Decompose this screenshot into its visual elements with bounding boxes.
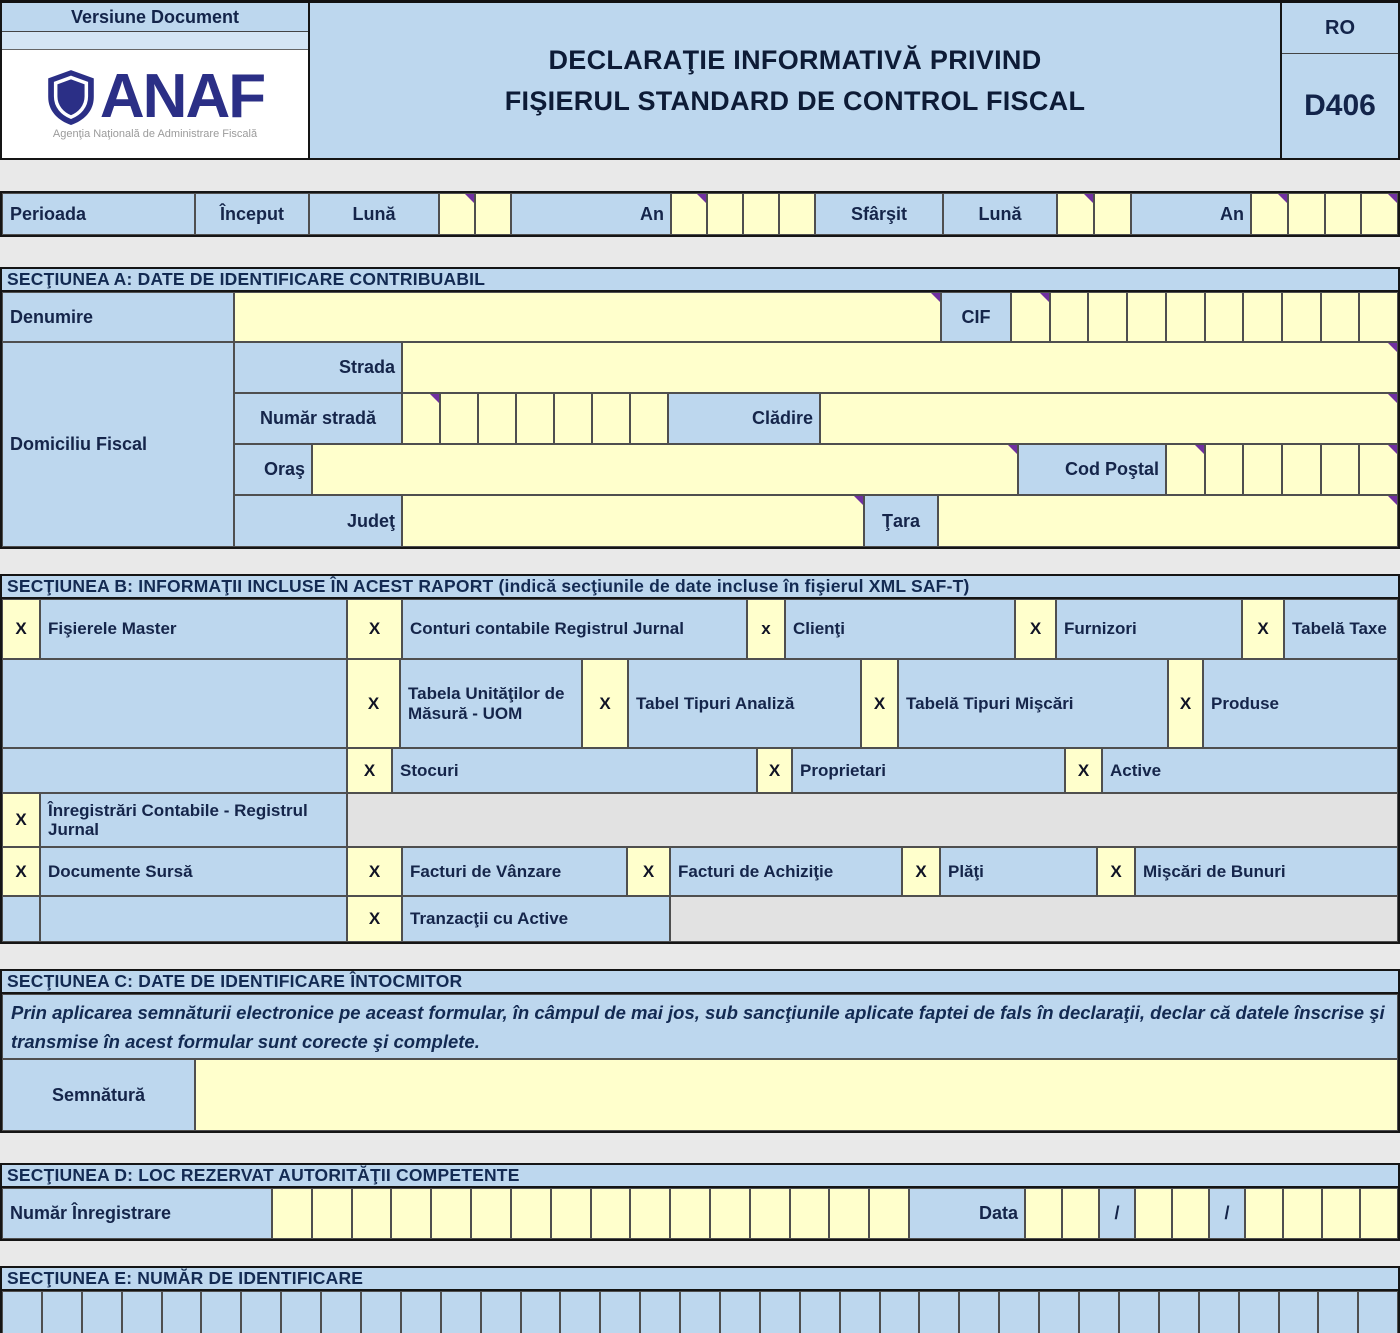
start-year-cells (671, 193, 815, 235)
declaration-text: Prin aplicarea semnăturii electronice pe aceast formular, în câmpul de mai jos, sub sancţiunile aplicate faptei de fals în declaraţii, declar că datele înscrise şi transmise în acest formular sunt corecte şi complete. (11, 1002, 1385, 1052)
checkbox-conturi-contabile[interactable]: X (347, 599, 402, 659)
domiciliu-fiscal-label: Domiciliu Fiscal (2, 342, 234, 547)
denumire-label: Denumire (2, 292, 234, 342)
checkbox-miscari-bunuri[interactable]: X (1097, 847, 1135, 896)
label-active: Active (1102, 748, 1398, 793)
identification-digit-cell[interactable] (1279, 1291, 1319, 1333)
checkbox-tipuri-miscari[interactable]: X (861, 659, 898, 748)
identification-digit-cell[interactable] (2, 1291, 42, 1333)
reg-number-digit-cell[interactable] (750, 1188, 790, 1239)
section-b-block (0, 599, 1400, 944)
end-month-digit-cell[interactable] (1057, 193, 1094, 235)
reg-number-digit-cell[interactable] (431, 1188, 471, 1239)
cif-digit-cell[interactable] (1205, 292, 1244, 342)
label-tipuri-analiza: Tabel Tipuri Analiză (628, 659, 861, 748)
start-month-digit-cell[interactable] (439, 193, 475, 235)
tara-input[interactable] (938, 495, 1398, 547)
numar-strada-label: Număr stradă (234, 393, 402, 444)
anaf-logo (2, 50, 308, 158)
numar-inregistrare-row (2, 1188, 1398, 1239)
master-files-spacer (2, 748, 347, 793)
documente-sursa-spacer (2, 896, 40, 942)
reg-number-digit-cell[interactable] (790, 1188, 830, 1239)
anaf-shield-icon (46, 68, 96, 126)
cif-digit-cell[interactable] (1127, 292, 1166, 342)
anaf-logo-subtitle: Agenţia Naţională de Administrare Fiscală (52, 128, 258, 140)
end-month-label: Lună (943, 193, 1057, 235)
empty-area (347, 793, 1398, 847)
cod-postal-digit-cell[interactable] (1321, 444, 1360, 495)
label-documente-sursa: Documente Sursă (40, 847, 347, 896)
date-year-digit-cell[interactable] (1283, 1188, 1321, 1239)
cif-digit-cell[interactable] (1011, 292, 1050, 342)
judet-input[interactable] (402, 495, 864, 547)
cladire-label: Clădire (668, 393, 820, 444)
label-produse: Produse (1203, 659, 1398, 748)
date-separator: / (1209, 1188, 1245, 1239)
identification-digit-cell[interactable] (281, 1291, 321, 1333)
cod-postal-digit-cell[interactable] (1205, 444, 1244, 495)
judet-label: Judeţ (234, 495, 402, 547)
section-d-header: SECŢIUNEA D: LOC REZERVAT AUTORITĂŢII COMPETENTE (0, 1163, 1400, 1188)
cod-postal-digit-cell[interactable] (1359, 444, 1398, 495)
checkbox-fisierele-master[interactable]: X (2, 599, 40, 659)
identification-digit-cell[interactable] (919, 1291, 959, 1333)
cod-postal-digit-cell[interactable] (1282, 444, 1321, 495)
numar-strada-digit-cell[interactable] (630, 393, 668, 444)
section-a-header: SECŢIUNEA A: DATE DE IDENTIFICARE CONTRIBUABIL (0, 267, 1400, 292)
identification-digit-cell[interactable] (201, 1291, 241, 1333)
end-year-digit-cell[interactable] (1325, 193, 1362, 235)
tara-label: Ţara (864, 495, 938, 547)
end-year-digit-cell[interactable] (1251, 193, 1288, 235)
strada-input[interactable] (402, 342, 1398, 393)
identification-digit-cell[interactable] (441, 1291, 481, 1333)
date-day-digit-cell[interactable] (1062, 1188, 1099, 1239)
identification-digit-cell[interactable] (800, 1291, 840, 1333)
end-year-label: An (1131, 193, 1251, 235)
identification-digit-cell[interactable] (82, 1291, 122, 1333)
cif-digit-cell[interactable] (1282, 292, 1321, 342)
end-year-cells (1251, 193, 1398, 235)
identification-digit-cell[interactable] (1199, 1291, 1239, 1333)
label-conturi-contabile: Conturi contabile Registrul Jurnal (402, 599, 747, 659)
oras-label: Oraş (234, 444, 312, 495)
section-b-header: SECŢIUNEA B: INFORMAŢII INCLUSE ÎN ACEST RAPORT (indică secţiunile de date incluse în fişierul XML SAF-T) (0, 574, 1400, 599)
identification-digit-cell[interactable] (1119, 1291, 1159, 1333)
checkbox-active[interactable]: X (1065, 748, 1102, 793)
identification-digit-cell[interactable] (959, 1291, 999, 1333)
declaration-row (2, 994, 1398, 1059)
checkbox-documente-sursa[interactable]: X (2, 847, 40, 896)
label-tabela-uom: Tabela Unităţilor de Măsură - UOM (400, 659, 582, 748)
identification-cells (2, 1291, 1398, 1333)
cif-digit-cell[interactable] (1359, 292, 1398, 342)
reg-number-digit-cell[interactable] (352, 1188, 392, 1239)
label-clienti: Clienţi (785, 599, 1015, 659)
identification-digit-cell[interactable] (1358, 1291, 1398, 1333)
domiciliu-fiscal-rows (2, 342, 1398, 547)
reg-number-digit-cell[interactable] (630, 1188, 670, 1239)
version-value-cell[interactable] (2, 32, 308, 50)
judet-row (234, 495, 1398, 547)
section-b-row1 (2, 599, 1398, 659)
checkbox-stocuri[interactable]: X (347, 748, 392, 793)
semnatura-input[interactable] (195, 1059, 1398, 1131)
date-month-cells (1135, 1188, 1209, 1239)
cod-postal-digit-cell[interactable] (1166, 444, 1205, 495)
identification-digit-cell[interactable] (321, 1291, 361, 1333)
numar-strada-digit-cell[interactable] (516, 393, 554, 444)
identification-digit-cell[interactable] (122, 1291, 162, 1333)
section-e-block (0, 1291, 1400, 1333)
form-code-label: D406 (1304, 89, 1376, 122)
checkbox-plati[interactable]: X (902, 847, 940, 896)
numar-strada-digit-cell[interactable] (592, 393, 630, 444)
date-year-digit-cell[interactable] (1322, 1188, 1360, 1239)
oras-row (234, 444, 1398, 495)
section-a-block (0, 292, 1400, 549)
label-tabela-taxe: Tabelă Taxe (1284, 599, 1398, 659)
perioada-label: Perioada (2, 193, 195, 235)
checkbox-inregistrari-contabile[interactable]: X (2, 793, 40, 847)
label-inregistrari-contabile: Înregistrări Contabile - Registrul Jurnal (40, 793, 347, 847)
label-miscari-bunuri: Mişcări de Bunuri (1135, 847, 1398, 896)
cif-label: CIF (941, 292, 1011, 342)
date-day-digit-cell[interactable] (1025, 1188, 1062, 1239)
identification-digit-cell[interactable] (640, 1291, 680, 1333)
section-e-header: SECŢIUNEA E: NUMĂR DE IDENTIFICARE (0, 1266, 1400, 1291)
identification-digit-cell[interactable] (241, 1291, 281, 1333)
reg-number-digit-cell[interactable] (511, 1188, 551, 1239)
checkbox-tipuri-analiza[interactable]: X (582, 659, 628, 748)
form-title (310, 3, 1280, 158)
identification-digit-cell[interactable] (840, 1291, 880, 1333)
identification-digit-cell[interactable] (361, 1291, 401, 1333)
date-month-digit-cell[interactable] (1172, 1188, 1209, 1239)
master-files-spacer (2, 659, 347, 748)
reg-number-digit-cell[interactable] (312, 1188, 352, 1239)
identification-digit-cell[interactable] (1318, 1291, 1358, 1333)
reg-number-digit-cell[interactable] (391, 1188, 431, 1239)
cod-postal-digit-cell[interactable] (1243, 444, 1282, 495)
section-c-header: SECŢIUNEA C: DATE DE IDENTIFICARE ÎNTOCMITOR (0, 969, 1400, 994)
spacer (0, 160, 1400, 191)
section-b-row4 (2, 793, 1398, 847)
identification-digit-cell[interactable] (521, 1291, 561, 1333)
form-title-line1: DECLARAŢIE INFORMATIVĂ PRIVIND (548, 44, 1042, 75)
label-fisierele-master: Fişierele Master (40, 599, 347, 659)
identification-digit-cell[interactable] (999, 1291, 1039, 1333)
date-year-cells (1245, 1188, 1398, 1239)
form-title-line2: FIŞIERUL STANDARD DE CONTROL FISCAL (504, 85, 1086, 116)
end-label: Sfârşit (815, 193, 943, 235)
label-stocuri: Stocuri (392, 748, 757, 793)
data-label: Data (909, 1188, 1025, 1239)
end-year-digit-cell[interactable] (1288, 193, 1325, 235)
strada-row (234, 342, 1398, 393)
checkbox-tabela-uom[interactable]: X (347, 659, 400, 748)
start-year-digit-cell[interactable] (779, 193, 815, 235)
denumire-input[interactable] (234, 292, 941, 342)
numar-strada-digit-cell[interactable] (402, 393, 440, 444)
date-year-digit-cell[interactable] (1360, 1188, 1398, 1239)
cod-postal-cells (1166, 444, 1398, 495)
label-plati: Plăţi (940, 847, 1097, 896)
reg-number-digit-cell[interactable] (670, 1188, 710, 1239)
date-day-cells (1025, 1188, 1099, 1239)
identification-digit-cell[interactable] (880, 1291, 920, 1333)
start-month-cells (439, 193, 511, 235)
section-b-row6 (2, 896, 1398, 942)
numar-strada-digit-cell[interactable] (478, 393, 516, 444)
spacer (0, 1241, 1400, 1266)
start-year-label: An (511, 193, 671, 235)
numar-strada-row (234, 393, 1398, 444)
header-left-column (2, 3, 310, 158)
reg-number-digit-cell[interactable] (869, 1188, 909, 1239)
checkbox-proprietari[interactable]: X (757, 748, 792, 793)
label-tipuri-miscari: Tabelă Tipuri Mişcări (898, 659, 1168, 748)
identification-digit-cell[interactable] (680, 1291, 720, 1333)
cif-digit-cell[interactable] (1050, 292, 1089, 342)
checkbox-tabela-taxe[interactable]: X (1242, 599, 1284, 659)
spacer (0, 237, 1400, 267)
identification-digit-cell[interactable] (481, 1291, 521, 1333)
identification-digit-cell[interactable] (1239, 1291, 1279, 1333)
reg-number-digit-cell[interactable] (272, 1188, 312, 1239)
identification-digit-cell[interactable] (42, 1291, 82, 1333)
reg-number-digit-cell[interactable] (591, 1188, 631, 1239)
cif-digit-cell[interactable] (1243, 292, 1282, 342)
header-right-column (1280, 3, 1398, 158)
form-header-block (0, 3, 1400, 160)
date-month-digit-cell[interactable] (1135, 1188, 1172, 1239)
start-year-digit-cell[interactable] (671, 193, 707, 235)
identification-digit-cell[interactable] (720, 1291, 760, 1333)
date-year-digit-cell[interactable] (1245, 1188, 1283, 1239)
label-tranzactii-active: Tranzacţii cu Active (402, 896, 670, 942)
checkbox-tranzactii-active[interactable]: X (347, 896, 402, 942)
identification-digit-cell[interactable] (760, 1291, 800, 1333)
numar-strada-cells (402, 393, 668, 444)
end-month-cells (1057, 193, 1131, 235)
cod-postal-label: Cod Poştal (1018, 444, 1166, 495)
spacer (0, 1133, 1400, 1163)
identification-digit-cell[interactable] (162, 1291, 202, 1333)
country-code-label: RO (1282, 3, 1398, 54)
section-b-row3 (2, 748, 1398, 793)
oras-input[interactable] (312, 444, 1018, 495)
cif-digit-cell[interactable] (1166, 292, 1205, 342)
start-year-digit-cell[interactable] (707, 193, 743, 235)
numar-strada-digit-cell[interactable] (554, 393, 592, 444)
cif-digit-cell[interactable] (1088, 292, 1127, 342)
strada-label: Strada (234, 342, 402, 393)
empty-area (670, 896, 1398, 942)
identification-digit-cell[interactable] (1039, 1291, 1079, 1333)
section-b-row5 (2, 847, 1398, 896)
identification-digit-cell[interactable] (560, 1291, 600, 1333)
start-label: Început (195, 193, 309, 235)
reg-number-digit-cell[interactable] (829, 1188, 869, 1239)
start-month-label: Lună (309, 193, 439, 235)
checkbox-clienti[interactable]: x (747, 599, 785, 659)
numar-inregistrare-label: Număr Înregistrare (2, 1188, 272, 1239)
numar-strada-digit-cell[interactable] (440, 393, 478, 444)
identification-digit-cell[interactable] (401, 1291, 441, 1333)
cif-digit-cell[interactable] (1321, 292, 1360, 342)
checkbox-furnizori[interactable]: X (1015, 599, 1056, 659)
label-facturi-vanzare: Facturi de Vânzare (402, 847, 627, 896)
end-year-digit-cell[interactable] (1361, 193, 1398, 235)
cif-cells (1011, 292, 1398, 342)
perioada-block (0, 191, 1400, 237)
section-c-block (0, 994, 1400, 1133)
checkbox-produse[interactable]: X (1168, 659, 1203, 748)
identification-digit-cell[interactable] (600, 1291, 640, 1333)
documente-sursa-spacer (40, 896, 347, 942)
semnatura-label: Semnătură (2, 1059, 195, 1131)
start-year-digit-cell[interactable] (743, 193, 779, 235)
spacer (0, 549, 1400, 574)
label-furnizori: Furnizori (1056, 599, 1242, 659)
start-month-digit-cell[interactable] (475, 193, 511, 235)
identification-digit-cell[interactable] (1079, 1291, 1119, 1333)
reg-number-digit-cell[interactable] (471, 1188, 511, 1239)
reg-number-digit-cell[interactable] (710, 1188, 750, 1239)
perioada-row (2, 193, 1398, 235)
section-b-row2 (2, 659, 1398, 748)
label-proprietari: Proprietari (792, 748, 1065, 793)
label-facturi-achizitie: Facturi de Achiziţie (670, 847, 902, 896)
version-document-label: Versiune Document (2, 3, 308, 32)
spacer (0, 944, 1400, 969)
denumire-row (2, 292, 1398, 342)
header-row (2, 3, 1398, 158)
checkbox-facturi-achizitie[interactable]: X (627, 847, 670, 896)
end-month-digit-cell[interactable] (1094, 193, 1131, 235)
section-d-block (0, 1188, 1400, 1241)
semnatura-row (2, 1059, 1398, 1131)
reg-number-cells (272, 1188, 909, 1239)
date-separator: / (1099, 1188, 1135, 1239)
checkbox-facturi-vanzare[interactable]: X (347, 847, 402, 896)
anaf-logo-text: ANAF (99, 62, 265, 132)
reg-number-digit-cell[interactable] (551, 1188, 591, 1239)
identification-digit-cell[interactable] (1159, 1291, 1199, 1333)
cladire-input[interactable] (820, 393, 1398, 444)
